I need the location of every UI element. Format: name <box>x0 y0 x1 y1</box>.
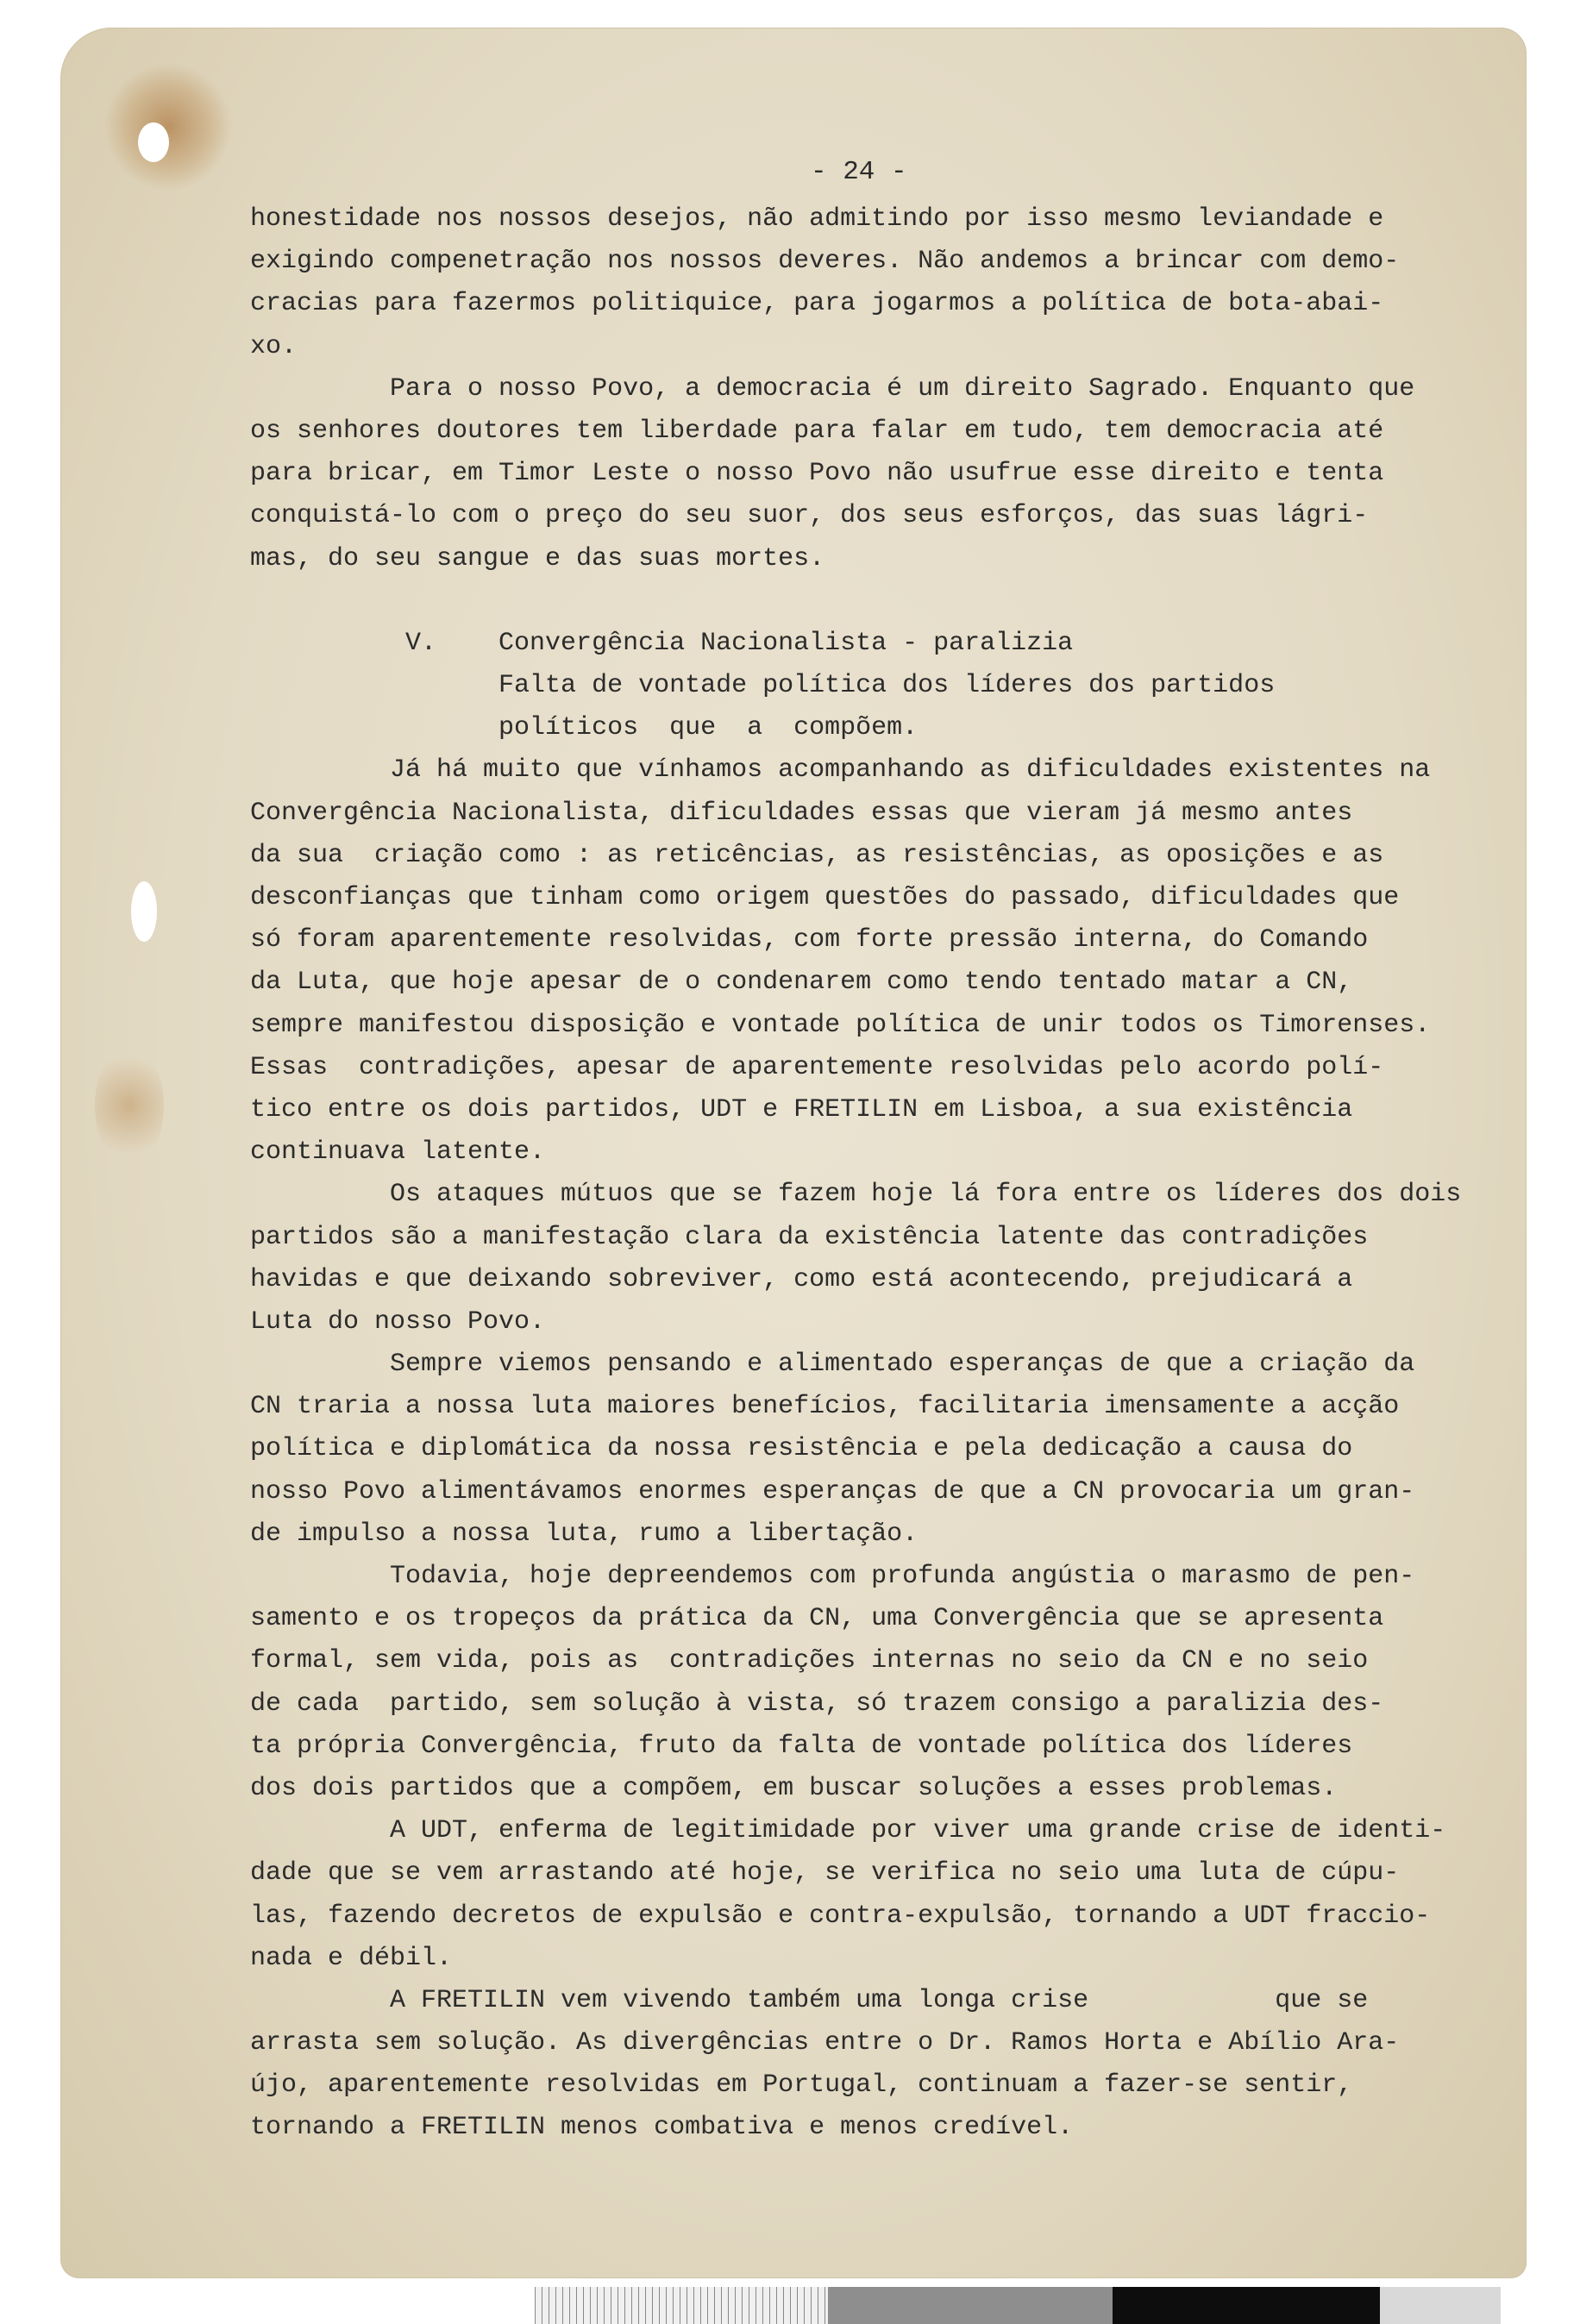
text-line: da Luta, que hoje apesar de o condenarem como tendo tentado matar a CN, <box>250 968 1353 998</box>
text-line: Convergência Nacionalista, dificuldades essas que vieram já mesmo antes <box>250 798 1353 828</box>
text-line: arrasta sem solução. As divergências entre o Dr. Ramos Horta e Abílio Ara- <box>250 2028 1400 2058</box>
text-line: samento e os tropeços da prática da CN, uma Convergência que se apresenta <box>250 1604 1384 1634</box>
color-calibration-light <box>1380 2287 1501 2324</box>
page-number: - 24 - <box>811 157 907 187</box>
text-line: políticos que a compõem. <box>250 713 919 743</box>
text-line: da sua criação como : as reticências, as resistências, as oposições e as <box>250 840 1384 870</box>
text-line: V. Convergência Nacionalista - paralizia <box>250 628 1074 658</box>
text-line: exigindo compenetração nos nossos deveres. Não andemos a brincar com demo- <box>250 247 1400 277</box>
text-line: continuava latente. <box>250 1137 546 1168</box>
text-line: sempre manifestou disposição e vontade política de unir todos os Timorenses. <box>250 1010 1431 1040</box>
text-line: partidos são a manifestação clara da existência latente das contradições <box>250 1222 1369 1252</box>
text-line: xo. <box>250 331 298 361</box>
text-line: CN traria a nossa luta maiores benefícios, facilitaria imensamente a acção <box>250 1392 1400 1422</box>
text-line: nada e débil. <box>250 1943 453 1973</box>
color-calibration-black <box>1113 2287 1380 2324</box>
document-page <box>60 28 1527 2278</box>
text-line: A UDT, enferma de legitimidade por viver uma grande crise de identi- <box>250 1816 1446 1846</box>
text-line: A FRETILIN vem vivendo também uma longa crise que se <box>250 1985 1369 2015</box>
text-line: cracias para fazermos politiquice, para jogarmos a política de bota-abai- <box>250 289 1384 319</box>
text-line <box>250 580 1544 623</box>
rust-stain <box>103 62 233 191</box>
typed-text-block <box>250 198 1544 2150</box>
text-line: nosso Povo alimentávamos enormes esperanças de que a CN provocaria um gran- <box>250 1476 1415 1507</box>
text-line: Os ataques mútuos que se fazem hoje lá fora entre os líderes dos dois <box>250 1180 1462 1210</box>
text-line: havidas e que deixando sobreviver, como está acontecendo, prejudicará a <box>250 1264 1353 1294</box>
text-line: de impulso a nossa luta, rumo a libertação. <box>250 1519 919 1549</box>
text-line: só foram aparentemente resolvidas, com forte pressão interna, do Comando <box>250 925 1369 955</box>
text-line: Todavia, hoje depreendemos com profunda angústia o marasmo de pen- <box>250 1562 1415 1591</box>
text-line: formal, sem vida, pois as contradições internas no seio da CN e no seio <box>250 1646 1369 1676</box>
text-line: para bricar, em Timor Leste o nosso Povo não usufrue esse direito e tenta <box>250 459 1384 489</box>
text-line: dade que se vem arrastando até hoje, se verifica no seio uma luta de cúpu- <box>250 1858 1400 1889</box>
text-line: tico entre os dois partidos, UDT e FRETILIN em Lisboa, a sua existência <box>250 1094 1353 1124</box>
text-line: ta própria Convergência, fruto da falta de vontade política dos líderes <box>250 1731 1353 1761</box>
text-line: Para o nosso Povo, a democracia é um direito Sagrado. Enquanto que <box>250 373 1415 404</box>
text-line: Essas contradições, apesar de aparentemente resolvidas pelo acordo polí- <box>250 1052 1384 1082</box>
text-line: mas, do seu sangue e das suas mortes. <box>250 543 825 573</box>
punch-hole <box>138 122 169 162</box>
text-line: Sempre viemos pensando e alimentado esperanças de que a criação da <box>250 1350 1415 1380</box>
text-line: Luta do nosso Povo. <box>250 1306 546 1337</box>
text-line: conquistá-lo com o preço do seu suor, dos seus esforços, das suas lágri- <box>250 501 1369 531</box>
text-line: política e diplomática da nossa resistência e pela dedicação a causa do <box>250 1434 1353 1464</box>
text-line: os senhores doutores tem liberdade para falar em tudo, tem democracia até <box>250 416 1384 446</box>
color-calibration-gray <box>828 2287 1113 2324</box>
torn-edge <box>131 881 157 942</box>
text-line: de cada partido, sem solução à vista, só trazem consigo a paralizia des- <box>250 1688 1384 1719</box>
text-line: Falta de vontade política dos líderes dos partidos <box>250 671 1276 701</box>
text-line: desconfianças que tinham como origem questões do passado, dificuldades que <box>250 883 1400 912</box>
text-line: honestidade nos nossos desejos, não admitindo por isso mesmo leviandade e <box>250 204 1384 234</box>
text-line: las, fazendo decretos de expulsão e contra-expulsão, tornando a UDT fraccio- <box>250 1901 1431 1931</box>
text-line: dos dois partidos que a compõem, em buscar soluções a esses problemas. <box>250 1773 1338 1803</box>
text-line: Já há muito que vínhamos acompanhando as dificuldades existentes na <box>250 755 1431 786</box>
color-calibration-scale <box>535 2287 828 2324</box>
text-line: tornando a FRETILIN menos combativa e menos credível. <box>250 2113 1074 2143</box>
text-line: újo, aparentemente resolvidas em Portugal, continuam a fazer-se sentir, <box>250 2070 1353 2101</box>
rust-stain <box>95 1045 164 1166</box>
